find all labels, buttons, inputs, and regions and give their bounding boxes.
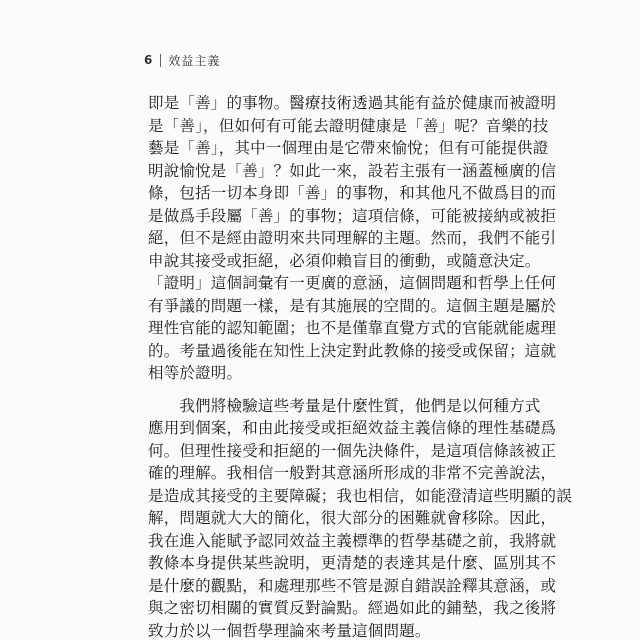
text-line: 何。但理性接受和拒絕的一個先決條件，是這項信條該被正 <box>148 441 557 460</box>
paragraph-spacer <box>148 385 504 395</box>
page-number: 6 <box>144 53 153 67</box>
text-line: 「證明」這個詞彙有一更廣的意涵，這個問題和哲學上任何 <box>148 274 557 292</box>
text-line: 相等於證明。 <box>148 364 243 382</box>
text-line: 的。考量過後能在知性上決定對此教條的接受或保留；這就 <box>148 341 557 360</box>
paragraph <box>148 92 557 385</box>
text-line: 是「善」，但如何有可能去證明健康是「善」呢？音樂的技 <box>148 116 549 135</box>
text-line: 是做爲手段屬「善」的事物；這項信條，可能被接納或被拒 <box>148 206 557 225</box>
text-line: 是造成其接受的主要障礙；我也相信，如能澄清這些明顯的誤 <box>148 486 572 505</box>
running-header <box>144 50 220 70</box>
text-line: 藝是「善」，其中一個理由是它帶來愉悅；但有可能提供證 <box>148 139 549 157</box>
text-line: 解，問題就大大的簡化，很大部分的困難就會移除。因此， <box>148 509 557 527</box>
text-line: 明說愉悅是「善」？如此一來，設若主張有一涵蓋極廣的信 <box>148 161 557 180</box>
text-line: 即是「善」的事物。醫療技術透過其能有益於健康而被證明 <box>148 94 557 112</box>
text-line: 申說其接受或拒絕，必須仰賴盲目的衝動，或隨意決定。 <box>148 251 541 270</box>
text-line: 與之密切相關的實質反對論點。經過如此的鋪墊，我之後將 <box>148 599 557 617</box>
body-text <box>148 92 572 640</box>
text-line: 教條本身提供某些說明，更清楚的表達其是什麼、區別其不 <box>148 554 557 572</box>
paragraph <box>148 395 572 640</box>
text-line: 致力於以一個哲學理論來考量這個問題。 <box>148 621 431 640</box>
text-line: 條，包括一切本身即「善」的事物，和其他凡不做爲目的而 <box>148 184 557 202</box>
header-divider <box>160 54 161 67</box>
text-line: 我們將檢驗這些考量是什麼性質，他們是以何種方式 <box>148 396 541 415</box>
text-line: 應用到個案，和由此接受或拒絕效益主義信條的理性基礎爲 <box>148 419 557 437</box>
text-line: 理性官能的認知範圍；也不是僅靠直覺方式的官能就能處理 <box>148 319 557 337</box>
text-line: 是什麼的觀點，和處理那些不管是源自錯誤詮釋其意涵，或 <box>148 576 557 595</box>
chapter-title: 效益主義 <box>168 53 221 68</box>
text-line: 絕，但不是經由證明來共同理解的主題。然而，我們不能引 <box>148 229 557 247</box>
text-line: 我在進入能賦予認同效益主義標準的哲學基礎之前，我將就 <box>148 531 557 550</box>
text-line: 確的理解。我相信一般對其意涵所形成的非常不完善說法， <box>148 464 557 482</box>
text-line: 有爭議的問題一樣，是有其施展的空間的。這個主題是屬於 <box>148 296 557 315</box>
